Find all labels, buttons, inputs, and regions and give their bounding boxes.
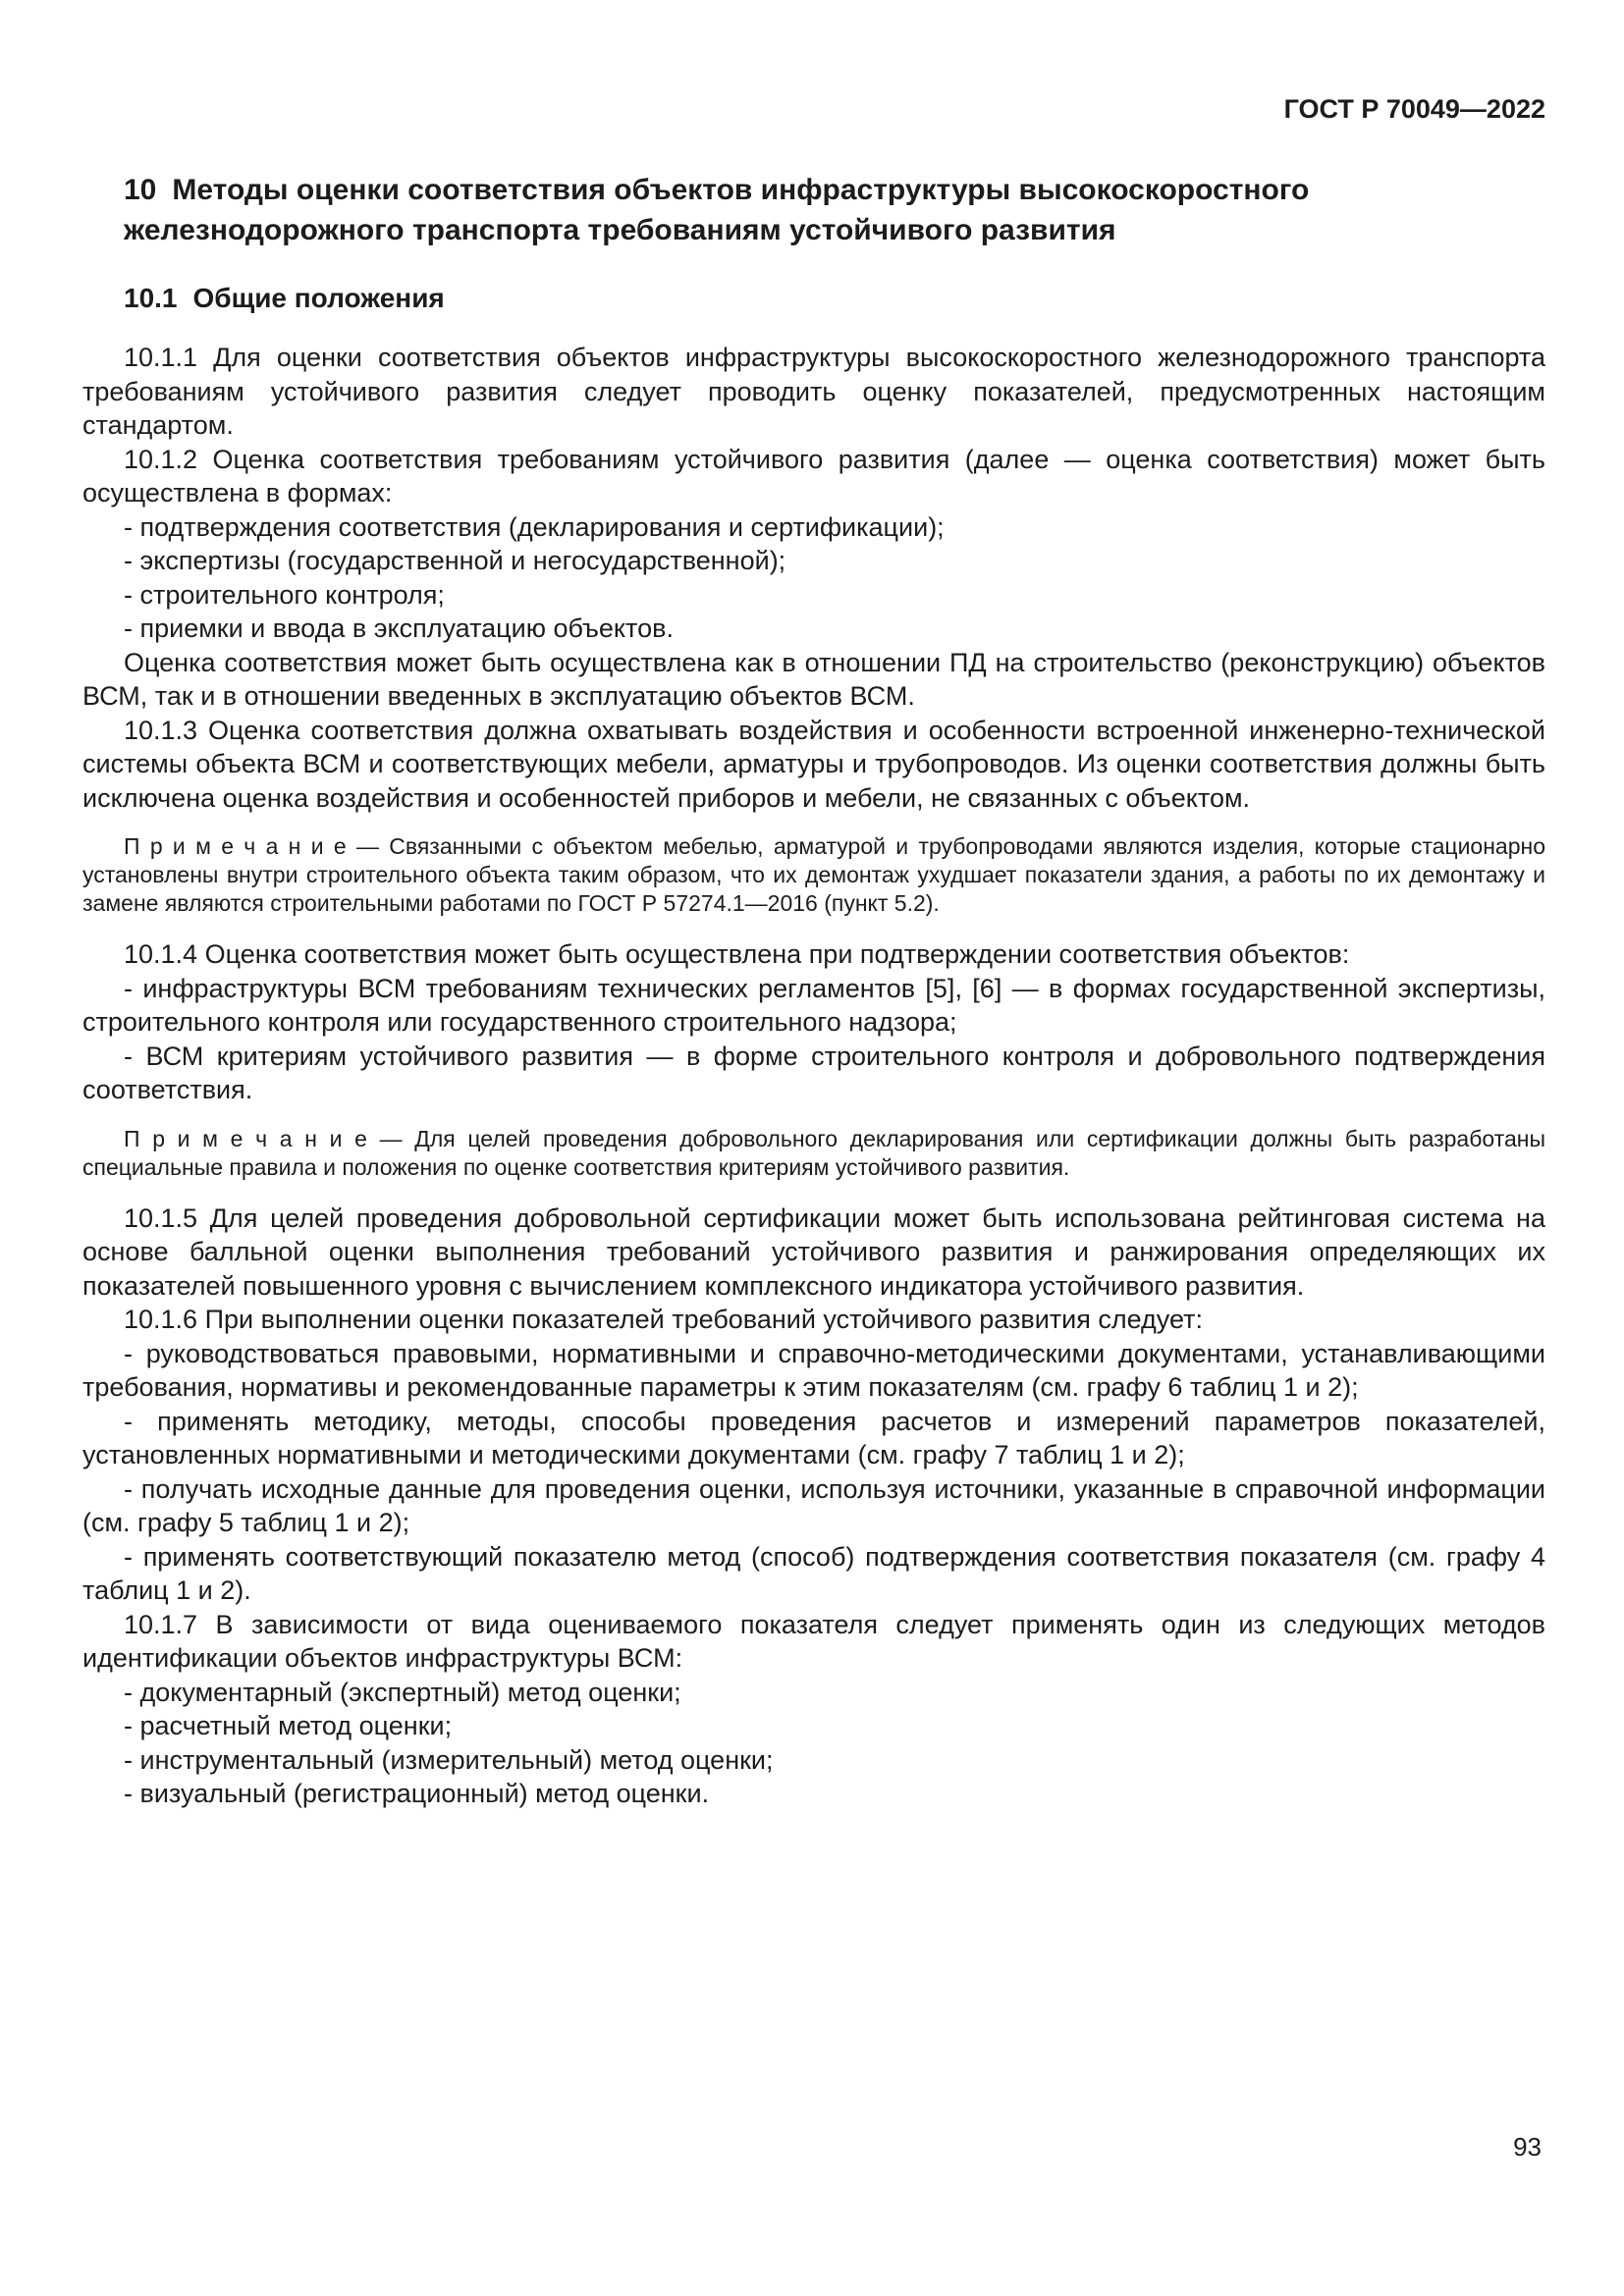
paragraph: - экспертизы (государственной и негосударственной); bbox=[124, 546, 786, 575]
paragraph: 10.1.4 Оценка соответствия может быть осуществлена при подтверждении соответствия объектов: bbox=[124, 939, 1350, 969]
section-title-text: Методы оценки соответствия объектов инфраструктуры высокоскоростного железнодорожного транспорта требованиям устойчивого развития bbox=[124, 174, 1310, 246]
paragraph: - приемки и ввода в эксплуатацию объектов. bbox=[124, 614, 674, 643]
paragraph: 10.1.7 В зависимости от вида оцениваемого показателя следует применять один из следующих методов идентификации объектов инфраструктуры ВСМ: bbox=[82, 1609, 1545, 1673]
paragraph: - инфраструктуры ВСМ требованиям технических регламентов [5], [6] — в формах государственной экспертизы, строительного контроля или государственного строительного надзора; bbox=[82, 973, 1545, 1037]
section-number: 10 bbox=[124, 174, 157, 206]
paragraph: - применять методику, методы, способы проведения расчетов и измерений параметров показателей, установленных нормативными и методическими документами (см. графу 7 таблиц 1 и 2); bbox=[82, 1406, 1545, 1469]
paragraph: 10.1.6 При выполнении оценки показателей требований устойчивого развития следует: bbox=[124, 1305, 1203, 1334]
subsection-title bbox=[82, 282, 1545, 315]
page-content bbox=[82, 94, 1545, 1811]
subsection-number: 10.1 bbox=[124, 283, 178, 313]
subsection-title-text: Общие положения bbox=[192, 283, 445, 313]
paragraph: - применять соответствующий показателю метод (способ) подтверждения соответствия показателя (см. графу 4 таблиц 1 и 2). bbox=[82, 1541, 1545, 1605]
paragraph: 10.1.5 Для целей проведения добровольной сертификации может быть использована рейтинговая система на основе балльной оценки выполнения требований устойчивого развития и ранжирования определяющих их показателей повышенного уровня с вычислением комплексного индикатора устойчивого развития. bbox=[82, 1202, 1545, 1301]
paragraph: Оценка соответствия может быть осуществлена как в отношении ПД на строительство (реконструкцию) объектов ВСМ, так и в отношении введенных в эксплуатацию объектов ВСМ. bbox=[82, 647, 1545, 711]
paragraph: 10.1.2 Оценка соответствия требованиям устойчивого развития (далее — оценка соответствия) может быть осуществлена в формах: bbox=[82, 444, 1545, 507]
paragraph: - визуальный (регистрационный) метод оценки. bbox=[124, 1779, 710, 1808]
paragraph: - получать исходные данные для проведения оценки, используя источники, указанные в справочной информации (см. графу 5 таблиц 1 и 2); bbox=[82, 1473, 1545, 1537]
paragraph: - подтверждения соответствия (декларирования и сертификации); bbox=[124, 511, 945, 542]
paragraph: - ВСМ критериям устойчивого развития — в форме строительного контроля и добровольного подтверждения соответствия. bbox=[82, 1041, 1545, 1104]
paragraph: 10.1.3 Оценка соответствия должна охватывать воздействия и особенности встроенной инженерно-технической системы объекта ВСМ и соответствующих мебели, арматуры и трубопроводов. Из оценки соответствия должны быть исключена оценка воздействия и особенностей приборов и мебели, не связанных с объектом. bbox=[82, 715, 1545, 813]
paragraph: - документарный (экспертный) метод оценки; bbox=[124, 1677, 681, 1707]
paragraph: - строительного контроля; bbox=[124, 579, 445, 610]
document-body bbox=[82, 341, 1545, 1811]
paragraph: 10.1.1 Для оценки соответствия объектов инфраструктуры высокоскоростного железнодорожного транспорта требованиям устойчивого развития следует проводить оценку показателей, предусмотренных настоящим стандартом. bbox=[82, 343, 1545, 440]
note-paragraph: П р и м е ч а н и е — Связанными с объектом мебелью, арматурой и трубопроводами являются изделия, которые стационарно установлены внутри строительного объекта таким образом, что их демонтаж ухудшает показатели здания, а работы по их демонтажу и замене являются строительными работами по ГОСТ Р 57274.1—2016 (пункт 5.2). bbox=[82, 833, 1545, 916]
section-title bbox=[82, 170, 1545, 250]
paragraph: - инструментальный (измерительный) метод оценки; bbox=[124, 1744, 774, 1775]
paragraph: - расчетный метод оценки; bbox=[124, 1711, 453, 1740]
page-number: 93 bbox=[1513, 2132, 1542, 2162]
paragraph: - руководствоваться правовыми, нормативными и справочно-методическими документами, устанавливающими требования, нормативы и рекомендованные параметры к этим показателям (см. графу 6 таблиц 1 и 2); bbox=[82, 1338, 1545, 1402]
document-code-header: ГОСТ Р 70049—2022 bbox=[1283, 94, 1545, 124]
note-paragraph: П р и м е ч а н и е — Для целей проведения добровольного декларирования или сертификации должны быть разработаны специальные правила и положения по оценке соответствия критериям устойчивого развития. bbox=[82, 1125, 1545, 1180]
